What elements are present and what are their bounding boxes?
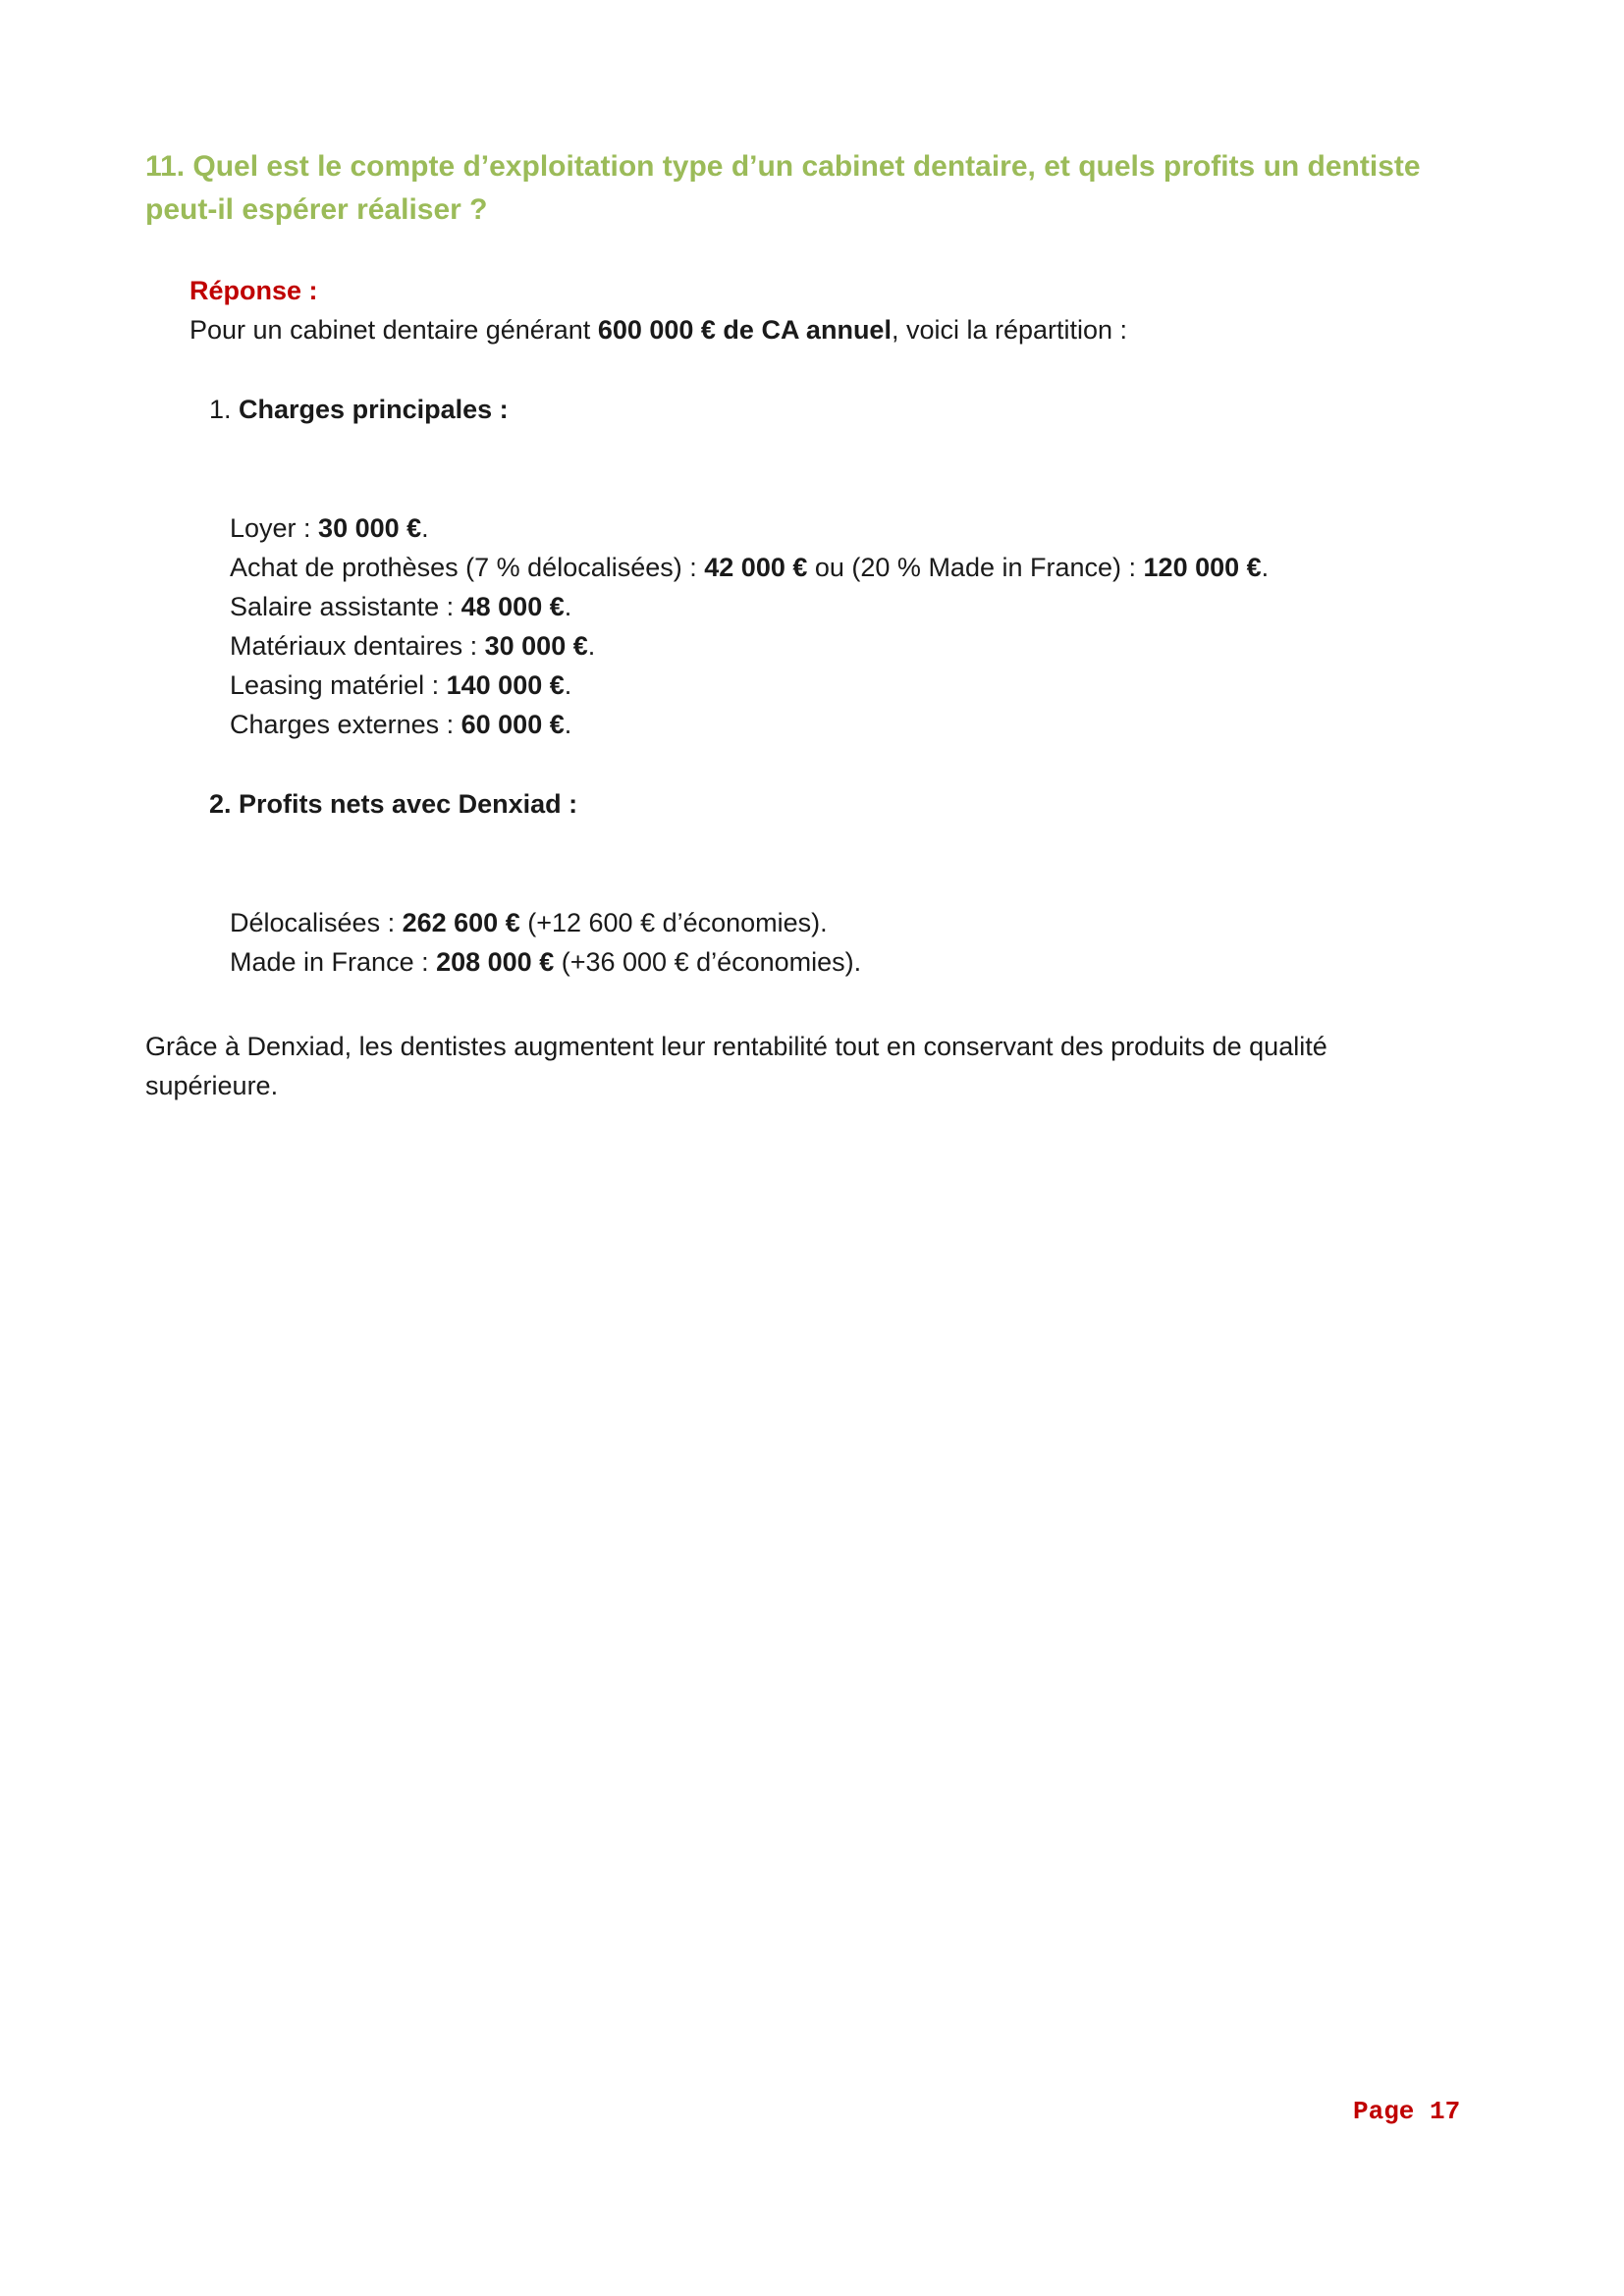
- item-value-2: 120 000 €: [1143, 553, 1262, 582]
- list-item: [230, 587, 1269, 626]
- conclusion-paragraph: Grâce à Denxiad, les dentistes augmentent leur rentabilité tout en conservant des produits de qualité supérieure.: [145, 1032, 1327, 1100]
- item-value: 30 000 €: [318, 513, 422, 543]
- item-end: .: [564, 592, 572, 621]
- item-label: Salaire assistante :: [230, 592, 461, 621]
- list-item: [230, 903, 861, 942]
- section-heading-charges: [209, 392, 509, 427]
- intro-paragraph: [189, 312, 1127, 347]
- item-end: .: [564, 670, 572, 700]
- list-item: [230, 942, 861, 982]
- answer-label: Réponse :: [189, 276, 318, 305]
- item-value: 208 000 €: [436, 947, 555, 977]
- page-number: Page 17: [1353, 2097, 1461, 2126]
- item-value: 42 000 €: [704, 553, 808, 582]
- item-value: 60 000 €: [460, 710, 565, 739]
- profits-list: [230, 903, 861, 982]
- intro-text: Pour un cabinet dentaire générant: [189, 315, 598, 345]
- item-end: .: [1261, 553, 1270, 582]
- section-number: 1.: [209, 395, 232, 424]
- item-end: .: [564, 710, 572, 739]
- item-label: Leasing matériel :: [230, 670, 447, 700]
- item-label: Délocalisées :: [230, 908, 403, 937]
- list-item: [230, 666, 1269, 705]
- item-label: Charges externes :: [230, 710, 461, 739]
- list-item: [230, 508, 1269, 548]
- question-heading: 11. Quel est le compte d’exploitation type d’un cabinet dentaire, et quels profits un dentiste peut-il espérer réaliser ?: [145, 150, 1421, 226]
- item-value: 30 000 €: [484, 631, 588, 661]
- item-mid: ou (20 % Made in France) :: [807, 553, 1144, 582]
- charges-list: [230, 508, 1269, 744]
- item-label: Matériaux dentaires :: [230, 631, 485, 661]
- section-title: Charges principales :: [231, 395, 509, 424]
- item-label: Made in France :: [230, 947, 437, 977]
- item-end: (+36 000 € d’économies).: [554, 947, 862, 977]
- item-end: .: [587, 631, 596, 661]
- list-item: [230, 705, 1269, 744]
- item-value: 262 600 €: [402, 908, 520, 937]
- intro-text-end: , voici la répartition :: [891, 315, 1128, 345]
- item-label: Achat de prothèses (7 % délocalisées) :: [230, 553, 705, 582]
- section-heading-profits: 2. Profits nets avec Denxiad :: [209, 789, 578, 819]
- list-item: [230, 548, 1269, 587]
- item-end: .: [421, 513, 429, 543]
- item-value: 48 000 €: [460, 592, 565, 621]
- intro-revenue: 600 000 € de CA annuel: [597, 315, 892, 345]
- item-value: 140 000 €: [446, 670, 565, 700]
- list-item: [230, 626, 1269, 666]
- item-end: (+12 600 € d’économies).: [519, 908, 828, 937]
- item-label: Loyer :: [230, 513, 319, 543]
